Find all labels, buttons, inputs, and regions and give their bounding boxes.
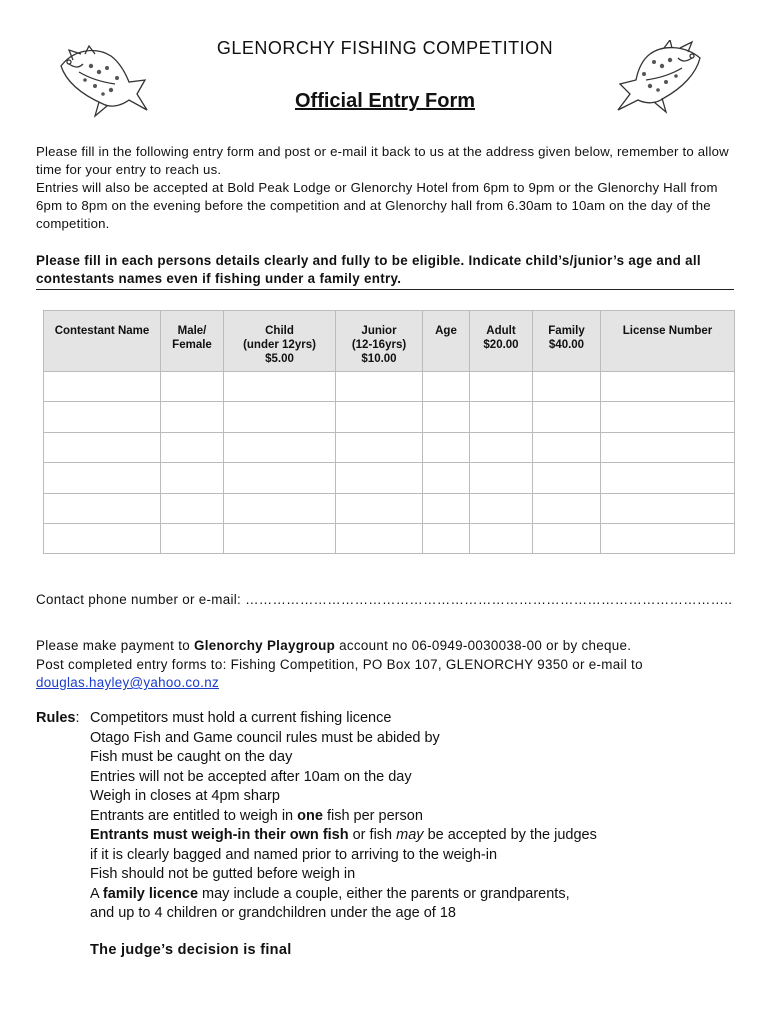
cell-junior[interactable]	[336, 432, 423, 462]
rule-item: Entries will not be accepted after 10am on the day	[90, 768, 412, 785]
cell-license-number[interactable]	[601, 493, 735, 523]
cell-adult[interactable]	[470, 463, 533, 493]
contact-label: Contact phone number or e-mail:	[36, 592, 242, 607]
cell-family[interactable]	[533, 493, 601, 523]
cell-junior[interactable]	[336, 463, 423, 493]
cell-child[interactable]	[224, 402, 336, 432]
cell-family[interactable]	[533, 432, 601, 462]
rule-item: Fish should not be gutted before weigh in	[90, 866, 356, 882]
cell-junior[interactable]	[336, 493, 423, 523]
eligibility-notice: Please fill in each persons details clearly and fully to be eligible. Indicate child’s/junior’s age and all contestants names even if fishing under a family entry.	[36, 252, 734, 290]
cell-junior[interactable]	[336, 372, 423, 402]
rules-label: Rules:	[36, 710, 80, 726]
cell-contestant-name[interactable]	[44, 402, 161, 432]
rule-item: Entrants must weigh-in their own fish or fish may be accepted by the judges	[90, 827, 597, 843]
column-header-gender: Male/ Female	[161, 311, 224, 372]
column-header-age: Age	[423, 311, 470, 372]
table-row	[44, 402, 735, 432]
contact-line	[36, 592, 732, 607]
cell-family[interactable]	[533, 402, 601, 432]
rules-list	[90, 709, 740, 924]
cell-contestant-name[interactable]	[44, 372, 161, 402]
cell-age[interactable]	[423, 463, 470, 493]
cell-family[interactable]	[533, 523, 601, 553]
cell-contestant-name[interactable]	[44, 493, 161, 523]
rule-item: if it is clearly bagged and named prior to arriving to the weigh-in	[90, 846, 498, 863]
cell-age[interactable]	[423, 493, 470, 523]
cell-gender[interactable]	[161, 432, 224, 462]
cell-child[interactable]	[224, 493, 336, 523]
cell-age[interactable]	[423, 432, 470, 462]
rule-item: Weigh in closes at 4pm sharp	[90, 788, 280, 804]
cell-gender[interactable]	[161, 493, 224, 523]
column-header-contestant-name: Contestant Name	[44, 311, 161, 372]
cell-family[interactable]	[533, 372, 601, 402]
rule-item: Fish must be caught on the day	[90, 749, 293, 765]
account-name: Glenorchy Playgroup	[194, 638, 336, 653]
cell-gender[interactable]	[161, 463, 224, 493]
cell-license-number[interactable]	[601, 372, 735, 402]
column-header-junior: Junior (12-16yrs) $10.00	[336, 311, 423, 372]
table-row	[44, 493, 735, 523]
cell-age[interactable]	[423, 523, 470, 553]
cell-gender[interactable]	[161, 523, 224, 553]
intro-text	[36, 143, 736, 233]
cell-adult[interactable]	[470, 523, 533, 553]
rule-item: Competitors must hold a current fishing licence	[90, 710, 392, 726]
cell-license-number[interactable]	[601, 523, 735, 553]
cell-child[interactable]	[224, 463, 336, 493]
table-row	[44, 372, 735, 402]
cell-adult[interactable]	[470, 432, 533, 462]
cell-family[interactable]	[533, 463, 601, 493]
cell-contestant-name[interactable]	[44, 463, 161, 493]
post-line: Post completed entry forms to: Fishing Competition, PO Box 107, GLENORCHY 9350 or e-mail to	[36, 656, 643, 672]
cell-license-number[interactable]	[601, 402, 735, 432]
entry-table-body	[44, 372, 735, 554]
table-row	[44, 463, 735, 493]
entry-table	[43, 310, 735, 554]
payment-line: Please make payment to Glenorchy Playgroup account no 06-0949-0030038-00 or by cheque.	[36, 638, 632, 653]
cell-child[interactable]	[224, 432, 336, 462]
cell-child[interactable]	[224, 523, 336, 553]
cell-license-number[interactable]	[601, 463, 735, 493]
rule-item: A family licence may include a couple, either the parents or grandparents,	[90, 885, 570, 902]
cell-adult[interactable]	[470, 372, 533, 402]
email-link[interactable]: douglas.hayley@yahoo.co.nz	[36, 675, 219, 690]
cell-adult[interactable]	[470, 402, 533, 432]
contact-input-dots[interactable]: ……………………………………………………………………………………………..	[245, 592, 733, 607]
cell-contestant-name[interactable]	[44, 432, 161, 462]
rule-item: Entrants are entitled to weigh in one fish per person	[90, 807, 423, 824]
form-subtitle: Official Entry Form	[294, 90, 476, 112]
cell-junior[interactable]	[336, 523, 423, 553]
payment-info	[36, 637, 736, 693]
cell-contestant-name[interactable]	[44, 523, 161, 553]
rule-item: and up to 4 children or grandchildren under the age of 18	[90, 905, 456, 921]
cell-license-number[interactable]	[601, 432, 735, 462]
table-row	[44, 432, 735, 462]
cell-gender[interactable]	[161, 402, 224, 432]
rule-item: Otago Fish and Game council rules must be abided by	[90, 729, 440, 746]
cell-age[interactable]	[423, 402, 470, 432]
intro-paragraph-2: Entries will also be accepted at Bold Peak Lodge or Glenorchy Hotel from 6pm to 9pm or the Glenorchy Hall from 6pm to 8pm on the evening before the competition and at Glenorchy hall from 6.30am to 10am on the day of the competition.	[36, 180, 718, 231]
table-header-row	[44, 311, 735, 372]
table-row	[44, 523, 735, 553]
column-header-license-number: License Number	[601, 311, 735, 372]
cell-age[interactable]	[423, 372, 470, 402]
cell-junior[interactable]	[336, 402, 423, 432]
judges-decision-note: The judge’s decision is final	[90, 942, 292, 958]
intro-paragraph-1: Please fill in the following entry form and post or e-mail it back to us at the address given below, remember to allow time for your entry to reach us.	[36, 144, 729, 177]
page-title: GLENORCHY FISHING COMPETITION	[216, 38, 554, 58]
column-header-family: Family $40.00	[533, 311, 601, 372]
cell-adult[interactable]	[470, 493, 533, 523]
cell-gender[interactable]	[161, 372, 224, 402]
column-header-adult: Adult $20.00	[470, 311, 533, 372]
column-header-child: Child (under 12yrs) $5.00	[224, 311, 336, 372]
cell-child[interactable]	[224, 372, 336, 402]
